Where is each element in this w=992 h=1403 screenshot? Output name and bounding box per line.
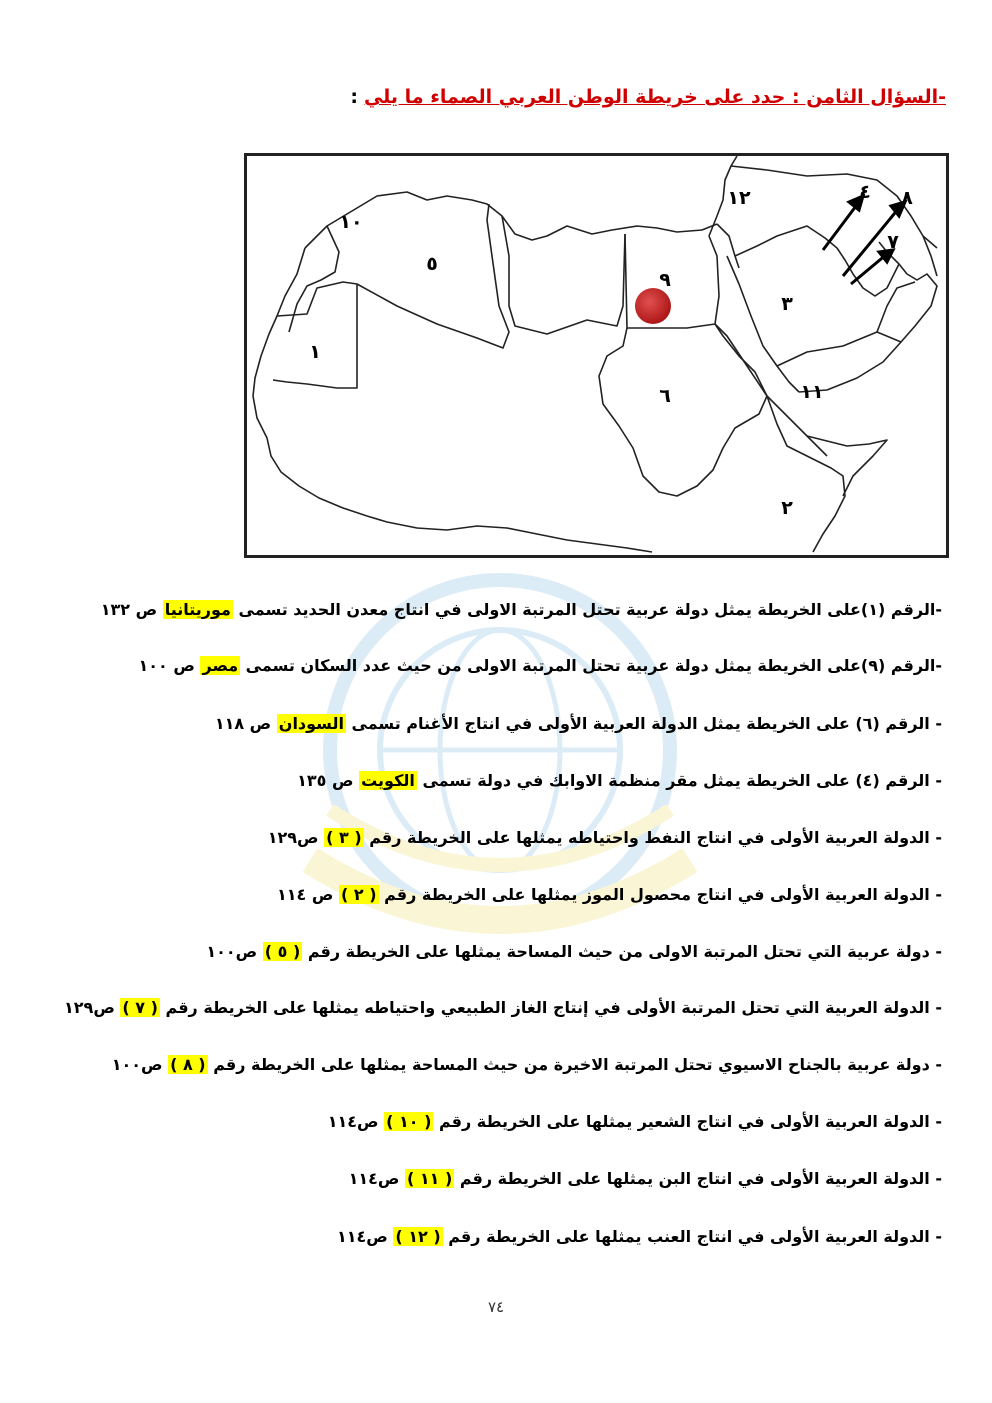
question-line-6 — [277, 883, 942, 907]
page-number: ٧٤ — [487, 1298, 505, 1316]
answer-highlight: مصر — [202, 656, 239, 675]
question-line-11 — [349, 1167, 942, 1191]
question-line-3 — [215, 712, 942, 736]
map-label-11: ١١ — [800, 381, 824, 403]
page-ref: ص ١١٨ — [214, 714, 277, 733]
page-ref: ص١١٤ — [327, 1112, 385, 1131]
page-ref: ص١١٤ — [336, 1227, 394, 1246]
map-label-3: ٣ — [781, 293, 793, 315]
question-title — [350, 86, 946, 108]
question-line-10 — [328, 1110, 942, 1134]
page-ref: ص ١٣٥ — [297, 771, 360, 790]
question-line-1 — [101, 598, 942, 622]
question-line-2 — [139, 654, 942, 678]
page-ref: ص١١٤ — [348, 1169, 405, 1188]
question-text: - الدولة العربية الأولى في انتاج الشعير يمثلها على الخريطة رقم — [433, 1112, 942, 1131]
question-text: - الرقم (٦) على الخريطة يمثل الدولة العربية الأولى في انتاج الأغنام تسمى — [345, 714, 942, 733]
question-text: - الدولة العربية الأولى في انتاج العنب يمثلها على الخريطة رقم — [442, 1227, 942, 1246]
answer-highlight: ( ١١ ) — [406, 1169, 453, 1188]
map-label-12: ١٢ — [727, 187, 751, 209]
question-line-9 — [112, 1053, 942, 1077]
answer-highlight: ( ١٠ ) — [386, 1112, 432, 1131]
question-title-text: -السؤال الثامن : حدد على خريطة الوطن العربي الصماء ما يلي — [363, 86, 946, 108]
page-ref: ص ١١٤ — [277, 885, 339, 904]
question-text: - الدولة العربية التي تحتل المرتبة الأولى في إنتاج الغاز الطبيعي واحتياطه يمثلها على الخريطة رقم — [159, 998, 942, 1017]
page-ref: ص١٢٩ — [64, 998, 121, 1017]
question-line-4 — [297, 769, 942, 793]
map-label-9: ٩ — [659, 269, 671, 291]
blank-arab-world-map — [244, 153, 949, 558]
page-ref: ص ١٣٢ — [100, 600, 163, 619]
answer-highlight: ( ٥ ) — [264, 942, 301, 961]
answer-highlight: موريتانيا — [164, 600, 231, 619]
map-label-7: ٧ — [887, 231, 899, 253]
map-label-1: ١ — [309, 341, 321, 363]
map-label-4: ٤ — [859, 181, 871, 203]
question-line-8 — [64, 996, 942, 1020]
question-text: - دولة عربية بالجناح الاسيوي تحتل المرتبة الاخيرة من حيث المساحة يمثلها على الخريطة رقم — [207, 1055, 942, 1074]
question-text: -الرقم (٩)على الخريطة يمثل دولة عربية تحتل المرتبة الاولى من حيث عدد السكان تسمى — [240, 656, 942, 675]
map-label-5: ٥ — [426, 253, 438, 275]
map-label-2: ٢ — [781, 497, 793, 519]
question-text: - الدولة العربية الأولى في انتاج محصول الموز يمثلها على الخريطة رقم — [378, 885, 942, 904]
location-marker-dot — [635, 288, 671, 324]
answer-highlight: ( ٨ ) — [170, 1055, 206, 1074]
question-text: - الرقم (٤) على الخريطة يمثل مقر منظمة الاوابك في دولة تسمى — [416, 771, 942, 790]
question-title-colon: : — [350, 86, 358, 108]
question-text: - دولة عربية التي تحتل المرتبة الاولى من حيث المساحة يمثلها على الخريطة رقم — [302, 942, 942, 961]
question-line-12 — [337, 1225, 942, 1249]
page-ref: ص ١٠٠ — [138, 656, 201, 675]
map-label-10: ١٠ — [339, 211, 363, 233]
question-text: - الدولة العربية الأولى في انتاج البن يمثلها على الخريطة رقم — [454, 1169, 942, 1188]
question-text: -الرقم (١)على الخريطة يمثل دولة عربية تحتل المرتبة الاولى في انتاج معدن الحديد تسمى — [232, 600, 942, 619]
answer-highlight: ( ٧ ) — [122, 998, 158, 1017]
question-line-7 — [206, 940, 942, 964]
question-text: - الدولة العربية الأولى في انتاج النفط واحتياطه يمثلها على الخريطة رقم — [363, 828, 942, 847]
answer-highlight: ( ٣ ) — [326, 828, 362, 847]
question-line-5 — [268, 826, 942, 850]
page-ref: ص١٠٠ — [206, 942, 263, 961]
answer-highlight: ( ١٢ ) — [395, 1227, 441, 1246]
map-label-8: ٨ — [901, 187, 913, 209]
answer-highlight: الكويت — [361, 771, 415, 790]
page-ref: ص١٢٩ — [267, 828, 325, 847]
page-ref: ص١٠٠ — [111, 1055, 169, 1074]
answer-highlight: ( ٢ ) — [340, 885, 377, 904]
map-label-6: ٦ — [659, 385, 671, 407]
answer-highlight: السودان — [278, 714, 344, 733]
